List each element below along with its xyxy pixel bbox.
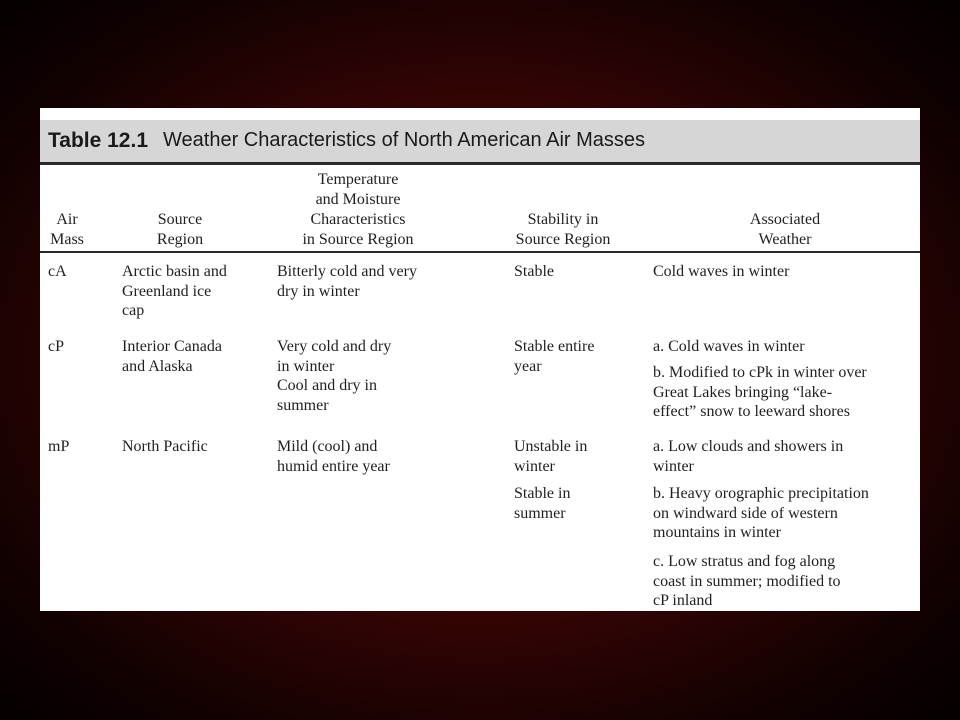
cell-stability: Stable bbox=[514, 263, 554, 280]
table-title: Weather Characteristics of North American Air Masses bbox=[163, 129, 646, 151]
cell-source-region: Arctic basin and Greenland ice cap bbox=[122, 263, 227, 319]
cell-air-mass: cP bbox=[48, 338, 64, 355]
cell-weather: b. Heavy orographic precipitation on windward side of western mountains in winter bbox=[653, 485, 869, 541]
cell-stability: Stable entire year bbox=[514, 338, 595, 375]
table-title-bar bbox=[40, 120, 920, 165]
table-page bbox=[40, 108, 920, 611]
cell-source-region: Interior Canada and Alaska bbox=[122, 338, 222, 375]
header-temp-moisture: Temperature and Moisture Characteristics in Source Region bbox=[302, 171, 414, 248]
cell-temp-moisture: Very cold and dry in winter Cool and dry in summer bbox=[277, 338, 392, 414]
cell-weather: a. Low clouds and showers in winter bbox=[653, 438, 844, 475]
cell-weather: c. Low stratus and fog along coast in summer; modified to cP inland bbox=[653, 553, 841, 609]
cell-stability: Unstable in winter bbox=[514, 438, 588, 475]
cell-weather: b. Modified to cPk in winter over Great Lakes bringing “lake- effect” snow to leeward shores bbox=[653, 364, 867, 420]
header-rule bbox=[40, 251, 920, 253]
cell-source-region: North Pacific bbox=[122, 438, 208, 455]
header-air-mass: Air Mass bbox=[50, 211, 84, 248]
header-weather: Associated Weather bbox=[749, 211, 821, 248]
header-source-region: Source Region bbox=[156, 211, 204, 248]
cell-stability: Stable in summer bbox=[514, 485, 571, 522]
header-stability: Stability in Source Region bbox=[515, 211, 611, 248]
table-number: Table 12.1 bbox=[48, 129, 148, 152]
cell-weather: a. Cold waves in winter bbox=[653, 338, 805, 355]
cell-temp-moisture: Bitterly cold and very dry in winter bbox=[277, 263, 417, 300]
cell-temp-moisture: Mild (cool) and humid entire year bbox=[277, 438, 390, 475]
cell-weather: Cold waves in winter bbox=[653, 263, 790, 280]
cell-air-mass: cA bbox=[48, 263, 67, 280]
cell-air-mass: mP bbox=[48, 438, 70, 455]
